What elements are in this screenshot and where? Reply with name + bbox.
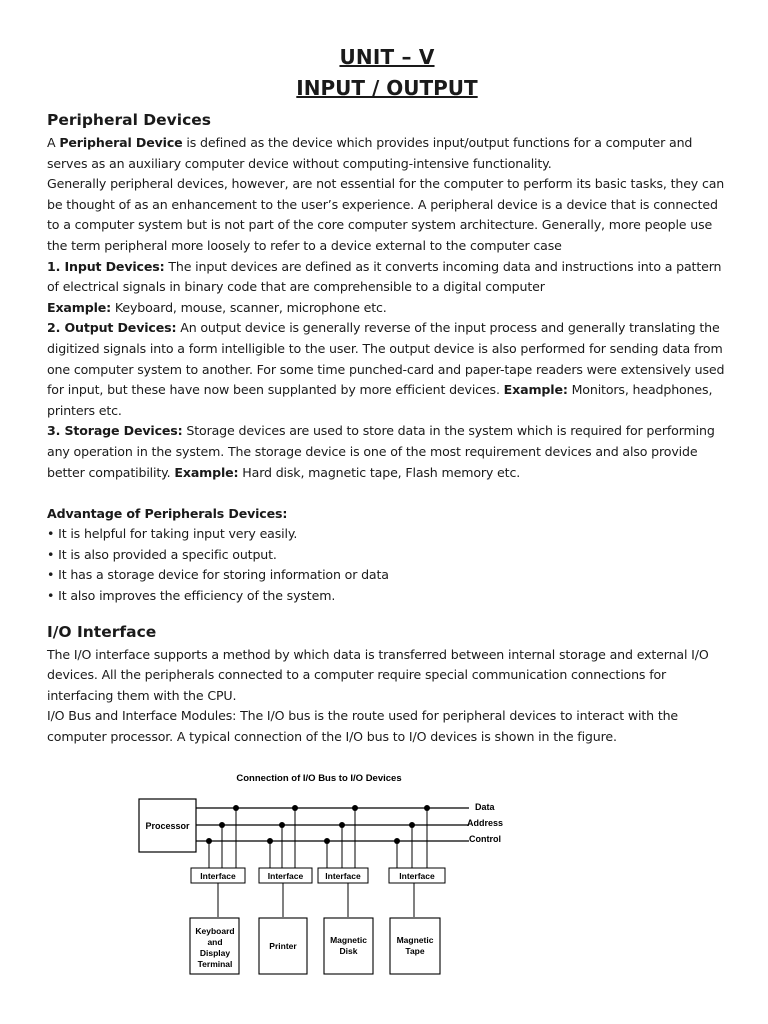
advantages-list <box>47 524 727 606</box>
device-label: Magnetic <box>330 935 367 945</box>
peripheral-heading: Peripheral Devices <box>47 111 212 129</box>
bus-label-data: Data <box>475 802 495 812</box>
bus-junction <box>267 838 273 844</box>
device-label: Display <box>199 948 231 958</box>
device-label: Keyboard <box>195 926 235 936</box>
bus-label-address: Address <box>467 818 504 828</box>
storage-devices: 3. Storage Devices: Storage devices are used to store data in the system which is required for performing any operation in the system. The storage device is one of the most requirement devices and also provide better compatibility. Example: Hard disk, magnetic tape, Flash memory etc. <box>47 423 715 480</box>
device-label: Terminal <box>197 959 233 969</box>
bus-junction <box>206 838 212 844</box>
advantages-heading: Advantage of Peripherals Devices: <box>47 505 288 521</box>
bus-junction <box>279 822 285 828</box>
device-label: and <box>207 937 223 947</box>
input-devices: 1. Input Devices: The input devices are defined as it converts incoming data and instructions into a pattern of electrical signals in binary code that are comprehensible to a digital computer <box>47 258 722 295</box>
io-paragraph-2: I/O Bus and Interface Modules: The I/O bus is the route used for peripheral devices to interact with the computer processor. A typical connection of the I/O bus to I/O devices is shown in the figure. <box>47 708 679 745</box>
output-devices: 2. Output Devices: An output device is generally reverse of the input process and generally translating the digitized signals into a form intelligible to the user. The output device is also performed for sending data from one computer system to another. For some time punched-card and paper-tape readers were extensively used for input, but these have now been supplanted by more efficient devices. Example: Monitors, headphones, printers etc. <box>47 320 725 418</box>
device-label: Magnetic <box>396 935 434 945</box>
input-example: Example: Keyboard, mouse, scanner, microphone etc. <box>47 299 387 315</box>
interface-label: Interface <box>325 871 361 881</box>
figure-title: Connection of I/O Bus to I/O Devices <box>236 773 402 784</box>
device-label: Disk <box>339 946 358 956</box>
list-item: • It is helpful for taking input very easily. <box>47 526 298 542</box>
io-bus-diagram <box>135 770 535 985</box>
unit-title: UNIT – V <box>339 45 435 69</box>
bus-junction <box>409 822 415 828</box>
bus-junction <box>339 822 345 828</box>
list-item: • It is also provided a specific output. <box>47 546 277 562</box>
bus-junction <box>324 838 330 844</box>
device-label: Tape <box>405 946 425 956</box>
processor-label: Processor <box>145 821 190 831</box>
bus-junction <box>394 838 400 844</box>
interface-label: Interface <box>267 871 304 881</box>
bus-junction <box>233 805 239 811</box>
bus-label-control: Control <box>469 834 501 844</box>
device-label: Printer <box>269 941 297 951</box>
unit-subtitle: INPUT / OUTPUT <box>296 76 478 100</box>
io-heading: I/O Interface <box>47 622 157 641</box>
io-paragraph-1: The I/O interface supports a method by which data is transferred between internal storage and external I/O devices. All the peripherals connected to a computer require special communication connections for interfacing them with the CPU. <box>47 646 709 703</box>
bus-junction <box>424 805 430 811</box>
bus-junction <box>219 822 225 828</box>
list-item: • It has a storage device for storing information or data <box>47 567 389 583</box>
interface-label: Interface <box>399 871 435 881</box>
io-bus-figure <box>135 770 535 985</box>
peripheral-paragraph: Generally peripheral devices, however, are not essential for the computer to perform its basic tasks, they can be thought of as an enhancement to the user’s experience. A peripheral device is a device that is connected to a computer system but is not part of the core computer system architecture. Generally, more people use the term peripheral more loosely to refer to a device external to the computer case <box>47 176 725 253</box>
document-page <box>47 44 727 748</box>
spacer <box>47 483 727 504</box>
list-item: • It also improves the efficiency of the system. <box>47 588 336 604</box>
bus-junction <box>292 805 298 811</box>
interface-label: Interface <box>200 871 236 881</box>
bus-junction <box>352 805 358 811</box>
peripheral-intro: A Peripheral Device is defined as the device which provides input/output functions for a computer and serves as an auxiliary computer device without computing-intensive functionality. <box>47 135 693 171</box>
